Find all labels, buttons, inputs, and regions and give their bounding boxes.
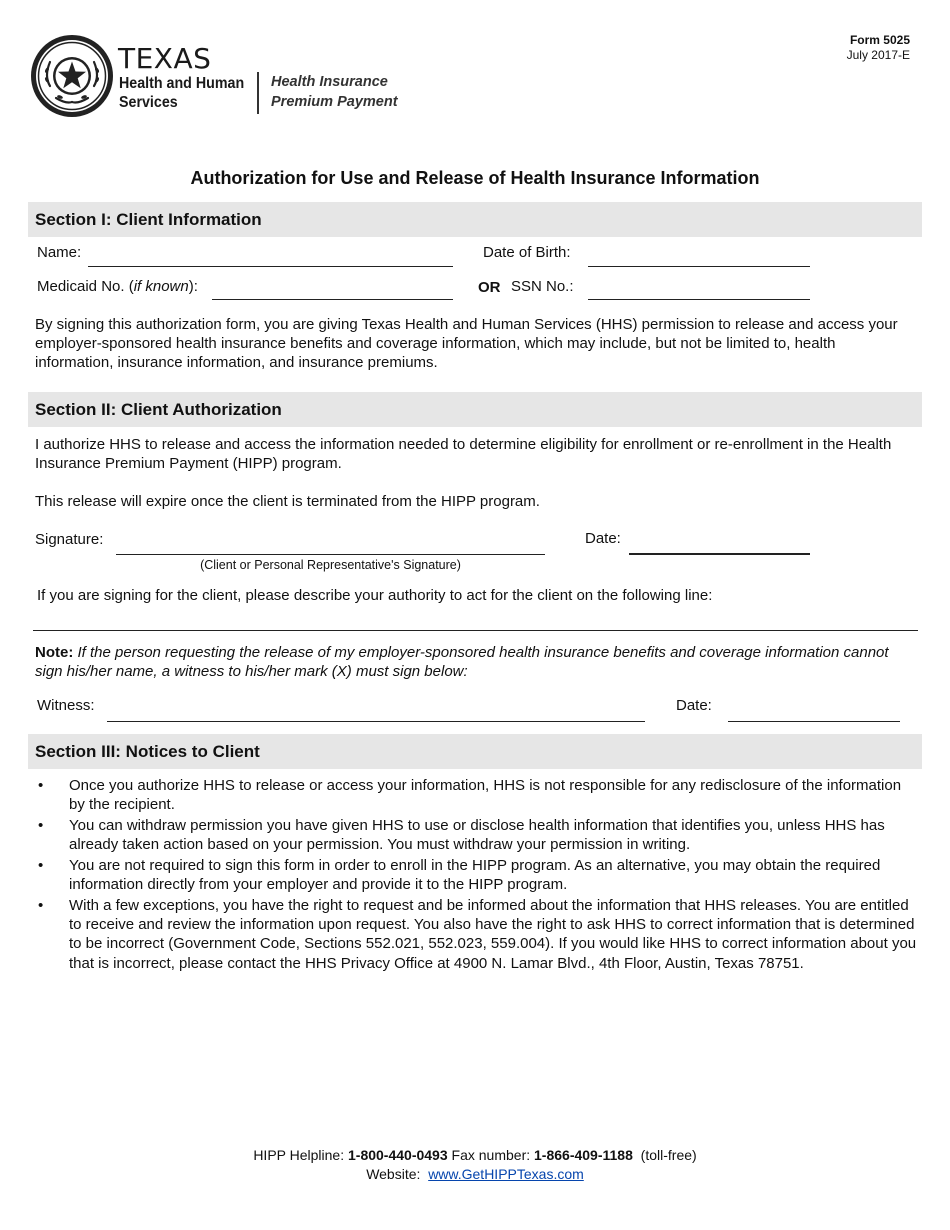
notice-text: You are not required to sign this form in order to enroll in the HIPP program. As an alternative, you may obtain the required information directly from your employer and provide it to the HIPP program.: [69, 856, 881, 894]
notice-text: Once you authorize HHS to release or access your information, HHS is not responsible for any redisclosure of the information by the recipient.: [69, 777, 902, 814]
witness-date-label: Date:: [676, 697, 712, 714]
helpline-number: 1-800-440-0493: [348, 1147, 448, 1163]
tollfree-note: (toll-free): [632, 1147, 697, 1163]
signature-caption: (Client or Personal Representative's Signature): [200, 558, 461, 572]
notice-text: You can withdraw permission you have given HHS to use or disclose health information that identifies you, unless HHS has already taken action based on your permission. You must withdraw your permission in writing.: [69, 816, 885, 854]
name-label: Name:: [37, 244, 82, 261]
dob-label: Date of Birth:: [483, 244, 571, 261]
witness-label: Witness:: [37, 697, 95, 714]
bullet-icon: •: [38, 816, 44, 834]
witness-field[interactable]: [107, 721, 645, 722]
section2-header: [28, 392, 922, 427]
logo-org-name: [119, 74, 244, 112]
section1-paragraph: By signing this authorization form, you are giving Texas Health and Human Services (HHS) permission to release and access your employer-sponsored health insurance benefits and coverage information, which may include, but not be limited to, health information, insurance information, and insurance premiums.: [35, 316, 898, 371]
signature-date-field[interactable]: [629, 553, 810, 555]
logo-texas-wordmark: TEXAS: [118, 42, 212, 75]
bullet-icon: •: [38, 777, 44, 794]
note-text: If the person requesting the release of my employer-sponsored health insurance benefits and coverage information cannot sign his/her name, a witness to his/her mark (X) must sign below:: [35, 644, 889, 680]
form-date: July 2017-E: [846, 48, 910, 62]
document-title: Authorization for Use and Release of Health Insurance Information: [190, 168, 760, 188]
medicaid-label-prefix: Medicaid No. (: [37, 278, 134, 295]
footer: [0, 1146, 950, 1184]
section2-heading: Section II: Client Authorization: [35, 400, 282, 419]
authority-instructions: If you are signing for the client, please describe your authority to act for the client on the following line:: [37, 587, 713, 604]
fax-label: Fax number:: [447, 1147, 535, 1163]
medicaid-label-italic: if known: [133, 278, 189, 295]
witness-note: [35, 643, 915, 681]
bullet-icon: •: [38, 856, 44, 874]
section2-paragraph1: I authorize HHS to release and access the information needed to determine eligibility for enrollment or re-enrollment in the Health Insurance Premium Payment (HIPP) program.: [35, 436, 892, 472]
website-label: Website:: [366, 1166, 429, 1182]
medicaid-field[interactable]: [212, 299, 453, 300]
program-line1: Health Insurance: [271, 74, 388, 90]
program-line2: Premium Payment: [271, 94, 398, 110]
logo-org-line1: Health and Human: [119, 75, 245, 92]
medicaid-label-suffix: ):: [188, 278, 198, 295]
notices-list: [35, 776, 920, 974]
name-field[interactable]: [88, 266, 453, 267]
list-item: [35, 816, 920, 855]
footer-contact: [0, 1146, 950, 1165]
list-item: [35, 896, 920, 973]
witness-date-field[interactable]: [728, 721, 900, 722]
ssn-field[interactable]: [588, 299, 810, 300]
signature-label: Signature:: [35, 531, 104, 548]
texas-seal-icon: [30, 34, 114, 118]
logo-org-line2: Services: [119, 94, 178, 111]
list-item: [35, 776, 920, 815]
list-item: [35, 856, 920, 895]
program-name: [271, 72, 398, 112]
footer-website: [0, 1165, 950, 1184]
dob-field[interactable]: [588, 266, 810, 267]
note-label: Note:: [35, 644, 74, 661]
section3-heading: Section III: Notices to Client: [35, 742, 260, 761]
website-link[interactable]: www.GetHIPPTexas.com: [428, 1166, 584, 1182]
signature-field[interactable]: [116, 554, 545, 555]
notice-text: With a few exceptions, you have the right to request and be informed about the information that HHS releases. You are entitled to receive and review the information upon request. You also have the right to ask HHS to correct information that is determined to be incorrect (Government Code, Sections 552.021, 552.023, 559.004). If you would like HHS to correct information about you that is incorrect, please contact the HHS Privacy Office at 4900 N. Lamar Blvd., 4th Floor, Austin, Texas 78751.: [69, 896, 917, 972]
section1-header: [28, 202, 922, 237]
or-label: OR: [478, 279, 501, 296]
section2-paragraph2: This release will expire once the client is terminated from the HIPP program.: [35, 493, 540, 510]
helpline-label: HIPP Helpline:: [253, 1147, 348, 1163]
form-identifier: [847, 33, 910, 63]
form-number: Form 5025: [849, 33, 910, 47]
logo-divider: [257, 72, 259, 114]
authority-field[interactable]: [33, 630, 918, 631]
section1-heading: Section I: Client Information: [35, 210, 262, 229]
section3-header: [28, 734, 922, 769]
signature-date-label: Date:: [585, 530, 621, 547]
medicaid-label: [37, 278, 198, 295]
fax-number: 1-866-409-1188: [534, 1147, 633, 1163]
bullet-icon: •: [38, 896, 44, 914]
ssn-label: SSN No.:: [511, 278, 574, 295]
